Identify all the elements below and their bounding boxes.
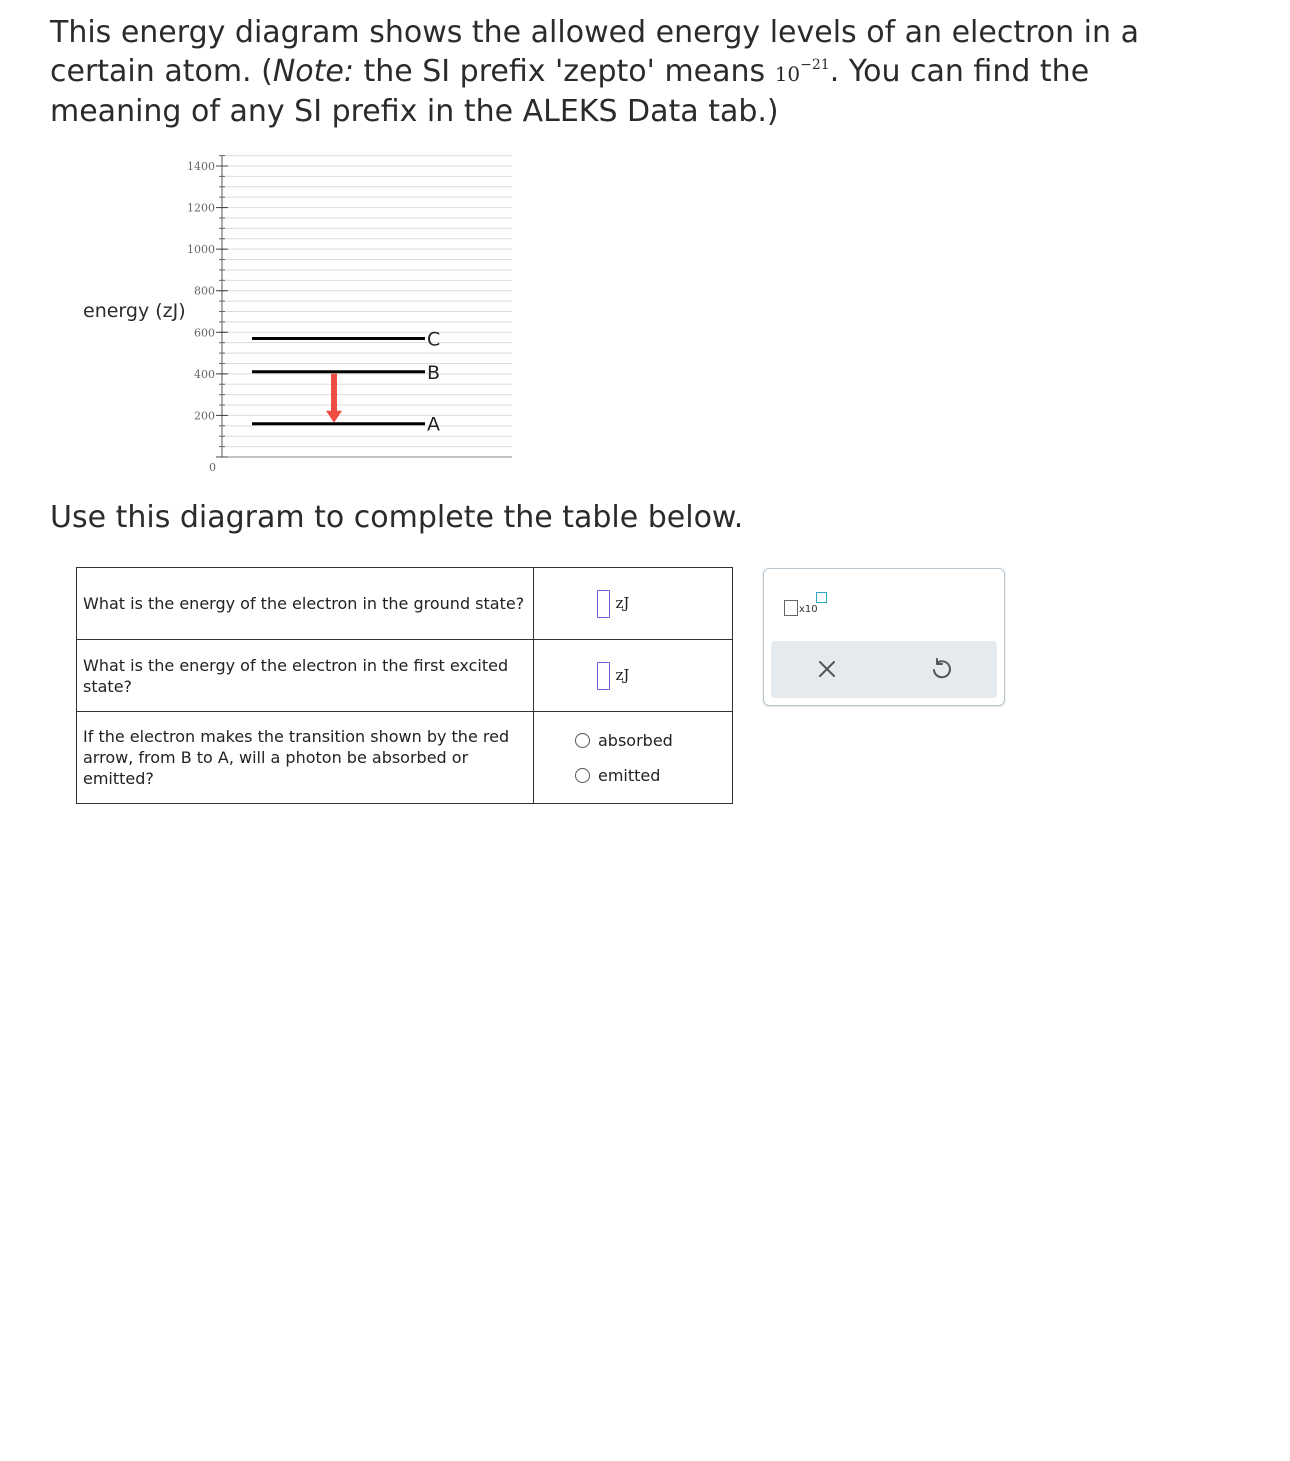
radio-label-emitted: emitted (598, 765, 661, 785)
transition-answer-cell (534, 712, 733, 804)
mantissa-box-icon (784, 600, 798, 616)
radio-circle[interactable] (575, 733, 590, 748)
undo-button[interactable] (921, 649, 961, 689)
level-label-C: C (427, 328, 441, 351)
scientific-notation-button[interactable] (784, 592, 834, 622)
y-axis-label: energy (zJ) (83, 300, 186, 322)
transition-question: If the electron makes the transition shown by the red arrow, from B to A, will a photon be absorbed or emitted? (77, 712, 534, 804)
question-table (76, 567, 733, 804)
undo-icon (930, 658, 952, 680)
radio-absorbed[interactable] (575, 730, 732, 751)
ground-state-answer-cell (534, 568, 733, 640)
table-row (77, 712, 733, 804)
tick-label: 400 (194, 367, 215, 381)
instruction-text: Use this diagram to complete the table below. (50, 500, 744, 535)
clear-button[interactable] (807, 649, 847, 689)
table-row (77, 568, 733, 640)
ground-state-energy-input[interactable] (597, 590, 610, 618)
tick-label: 1400 (187, 160, 215, 173)
tick-label: 800 (194, 284, 215, 298)
radio-label-absorbed: absorbed (598, 730, 673, 750)
close-icon (818, 660, 836, 678)
exponent-box-icon (816, 592, 827, 603)
first-excited-question: What is the energy of the electron in the first excited state? (77, 640, 534, 712)
x10-label: x10 (799, 604, 818, 615)
tick-label: 0 (209, 461, 216, 474)
answer-tools-panel (763, 568, 1005, 706)
first-excited-energy-input[interactable] (597, 662, 610, 690)
level-label-A: A (427, 413, 440, 436)
radio-circle[interactable] (575, 768, 590, 783)
ground-state-question: What is the energy of the electron in the ground state? (77, 568, 534, 640)
tick-label: 1000 (187, 243, 215, 257)
tool-button-bar (771, 641, 997, 698)
tick-label: 1200 (187, 201, 215, 215)
level-label-B: B (427, 361, 441, 384)
unit-label: zJ (615, 666, 630, 684)
intro-text: This energy diagram shows the allowed energy levels of an electron in a certain atom. (Note: the SI prefix 'zepto' means $10^{-21}$. You can find the meaning of any SI prefix in the ALEKS Data tab.) (50, 15, 1139, 129)
first-excited-answer-cell (534, 640, 733, 712)
power-expression: $10^{-21}$ (774, 56, 830, 86)
table-row (77, 640, 733, 712)
unit-label: zJ (615, 594, 630, 612)
radio-emitted[interactable] (575, 765, 732, 786)
tick-label: 600 (194, 326, 215, 340)
tick-label: 200 (194, 409, 215, 423)
